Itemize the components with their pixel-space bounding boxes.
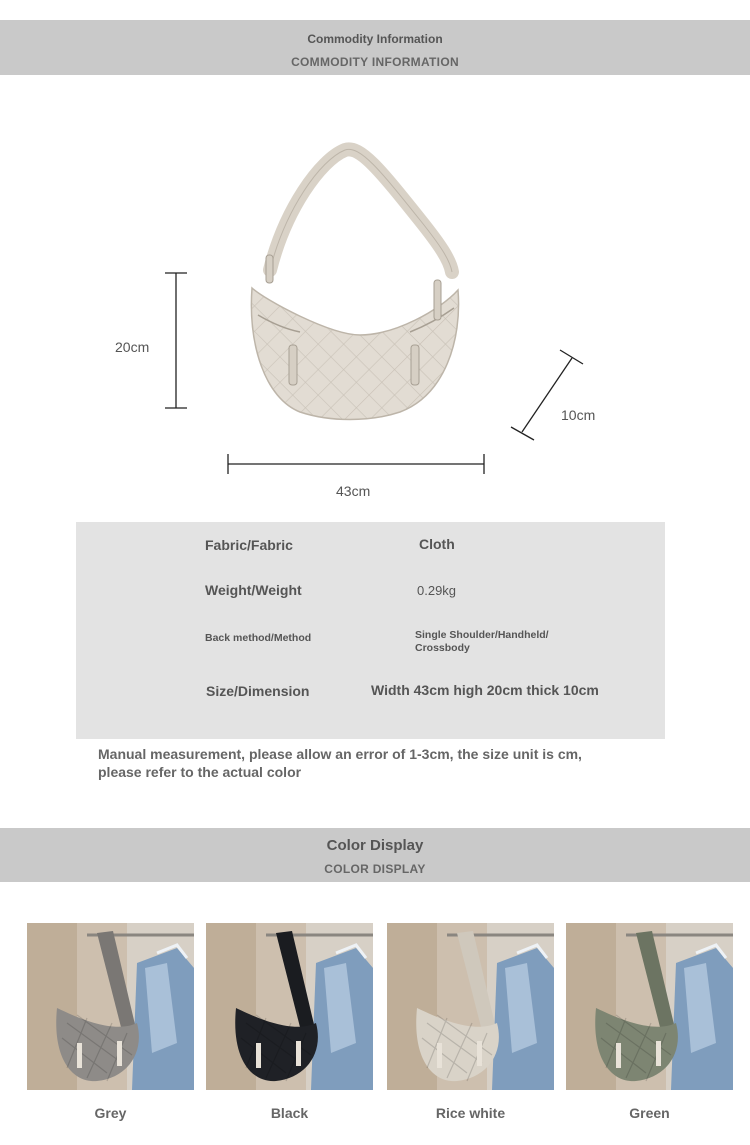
height-label: 20cm (115, 339, 150, 355)
spec-value-size: Width 43cm high 20cm thick 10cm (371, 682, 599, 698)
thickness-label: 10cm (561, 407, 596, 423)
color-display-title: Color Display (326, 837, 424, 854)
product-illustration (0, 100, 750, 520)
bag-strap (270, 149, 452, 272)
commodity-info-header (0, 20, 750, 75)
spec-value-fabric: Cloth (419, 536, 455, 552)
width-dimension-line (228, 454, 484, 474)
zip-pull-right (411, 345, 419, 385)
spec-value-weight: 0.29kg (417, 583, 457, 598)
spec-label-fabric: Fabric/Fabric (205, 537, 293, 553)
height-dimension-line (165, 273, 187, 408)
spec-value-method: Single Shoulder/Handheld/ Crossbody (415, 629, 549, 654)
spec-label-size: Size/Dimension (206, 683, 310, 699)
header-subtitle: COMMODITY INFORMATION (291, 55, 459, 69)
header-title: Commodity Information (307, 32, 443, 46)
measurement-note: Manual measurement, please allow an error of 1-3cm, the size unit is cm, please refer to the actual color (98, 746, 582, 780)
color-display-subtitle: COLOR DISPLAY (324, 862, 426, 876)
color-label: Green (629, 1105, 670, 1121)
spec-table (76, 522, 665, 739)
thickness-dimension-line (511, 350, 583, 440)
color-thumbnail[interactable] (566, 923, 733, 1090)
color-label: Rice white (435, 1105, 506, 1121)
color-thumbnail[interactable] (206, 923, 373, 1090)
color-label: Black (270, 1105, 309, 1121)
color-label: Grey (94, 1105, 127, 1121)
color-display-header (0, 828, 750, 882)
spec-label-weight: Weight/Weight (205, 582, 302, 598)
width-label: 43cm (336, 483, 371, 499)
color-thumbnail[interactable] (387, 923, 554, 1090)
zip-pull-left (289, 345, 297, 385)
bag-body (251, 288, 458, 420)
color-thumbnail[interactable] (27, 923, 194, 1090)
spec-label-method: Back method/Method (205, 632, 312, 644)
